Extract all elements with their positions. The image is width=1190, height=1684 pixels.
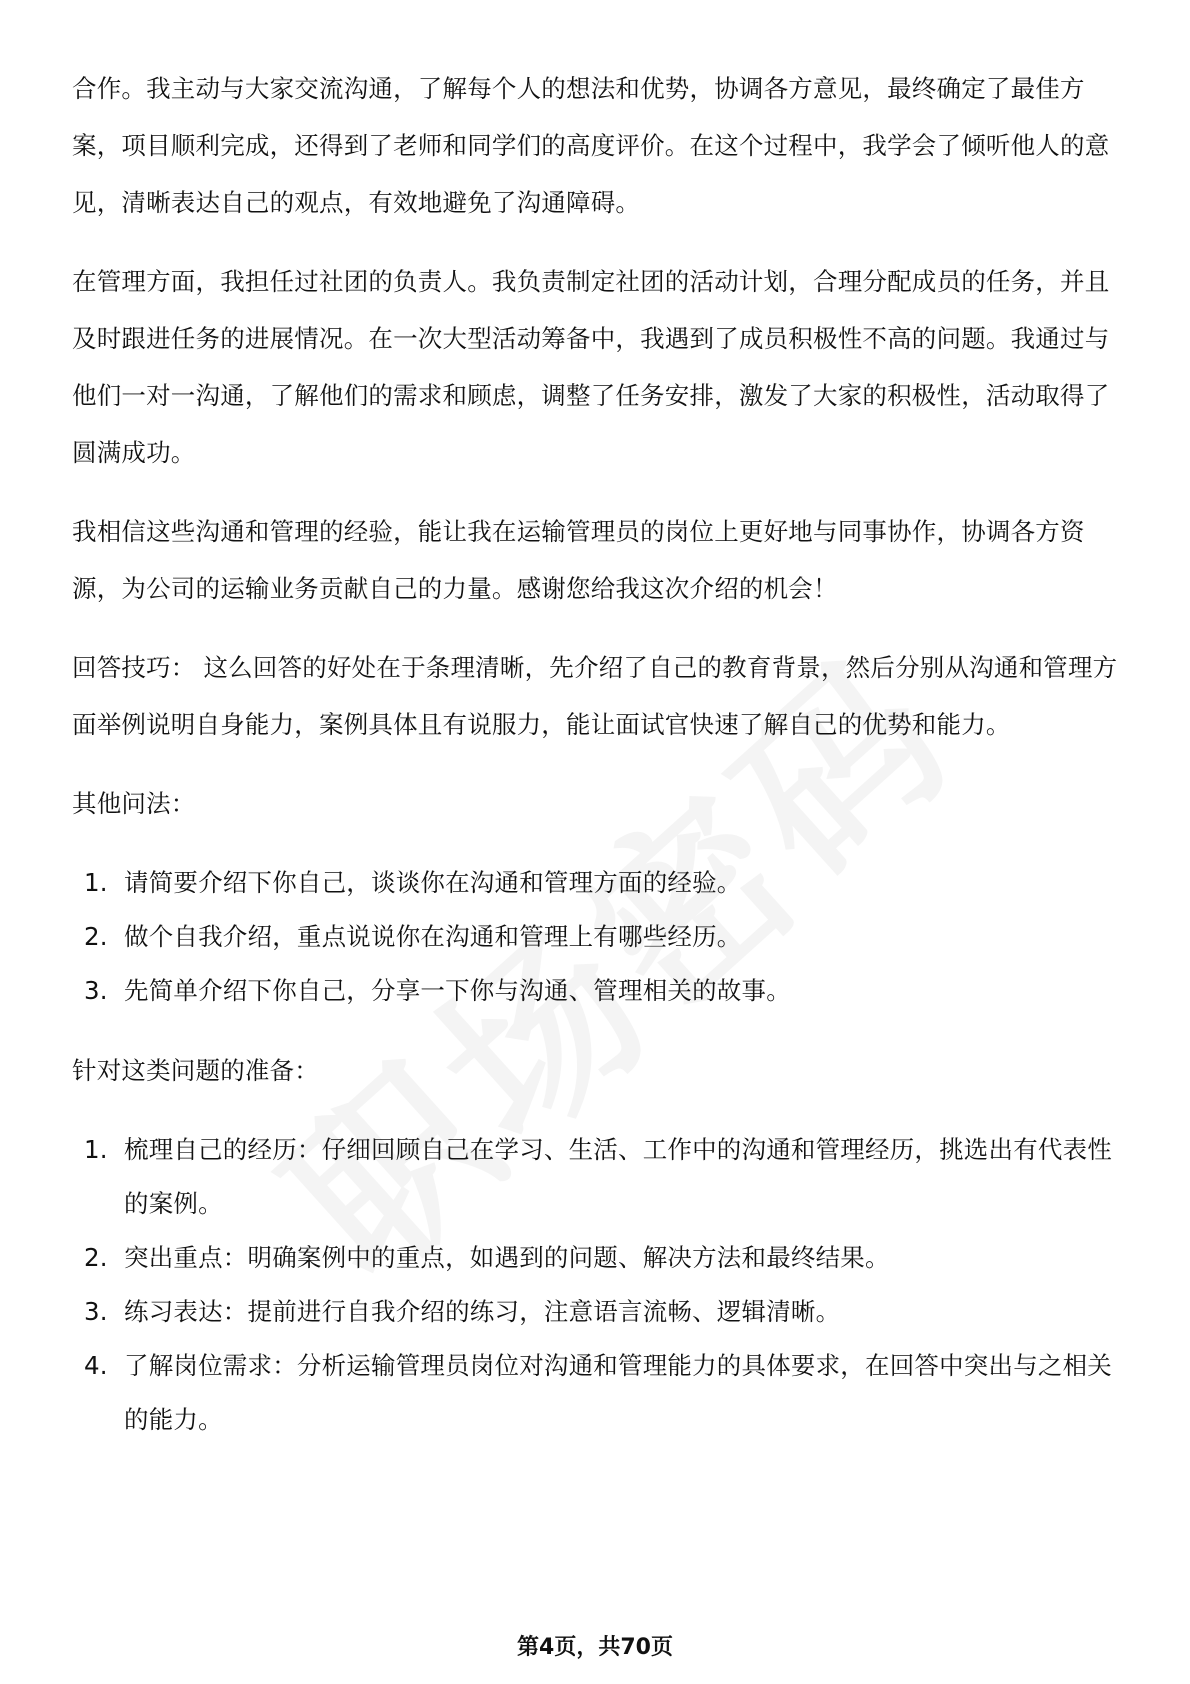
document-body	[72, 60, 1122, 1471]
list-item-text: 突出重点：明确案例中的重点，如遇到的问题、解决方法和最终结果。	[124, 1243, 890, 1272]
list-item-text: 了解岗位需求：分析运输管理员岗位对沟通和管理能力的具体要求，在回答中突出与之相关的能力。	[124, 1351, 1112, 1434]
list-item	[72, 1285, 1122, 1339]
paragraph-conclusion: 我相信这些沟通和管理的经验，能让我在运输管理员的岗位上更好地与同事协作，协调各方资源，为公司的运输业务贡献自己的力量。感谢您给我这次介绍的机会！	[72, 517, 1085, 603]
list-item-number: 1.	[84, 1135, 108, 1164]
page-number-footer: 第4页，共70页	[517, 1635, 673, 1660]
list-item-text: 先简单介绍下你自己，分享一下你与沟通、管理相关的故事。	[124, 976, 791, 1005]
list-item	[72, 856, 1122, 910]
preparation-list	[72, 1123, 1122, 1447]
other-questions-heading: 其他问法：	[72, 789, 196, 818]
list-item-text: 做个自我介绍，重点说说你在沟通和管理上有哪些经历。	[124, 922, 742, 951]
list-item	[72, 1339, 1122, 1447]
list-item-text: 请简要介绍下你自己，谈谈你在沟通和管理方面的经验。	[124, 868, 742, 897]
preparation-heading: 针对这类问题的准备：	[72, 1056, 319, 1085]
paragraph-answer-tips: 回答技巧： 这么回答的好处在于条理清晰，先介绍了自己的教育背景，然后分别从沟通和管理方面举例说明自身能力，案例具体且有说服力，能让面试官快速了解自己的优势和能力。	[72, 653, 1118, 739]
list-item	[72, 1123, 1122, 1231]
paragraph-management-example: 在管理方面，我担任过社团的负责人。我负责制定社团的活动计划，合理分配成员的任务，并且及时跟进任务的进展情况。在一次大型活动筹备中，我遇到了成员积极性不高的问题。我通过与他们一对一沟通，了解他们的需求和顾虑，调整了任务安排，激发了大家的积极性，活动取得了圆满成功。	[72, 267, 1110, 467]
list-item-number: 2.	[84, 922, 108, 951]
list-item-text: 梳理自己的经历：仔细回顾自己在学习、生活、工作中的沟通和管理经历，挑选出有代表性的案例。	[124, 1135, 1112, 1218]
list-item-number: 2.	[84, 1243, 108, 1272]
list-item-text: 练习表达：提前进行自我介绍的练习，注意语言流畅、逻辑清晰。	[124, 1297, 841, 1326]
list-item-number: 4.	[84, 1351, 108, 1380]
paragraph-communication-example: 合作。我主动与大家交流沟通，了解每个人的想法和优势，协调各方意见，最终确定了最佳方案，项目顺利完成，还得到了老师和同学们的高度评价。在这个过程中，我学会了倾听他人的意见，清晰表达自己的观点，有效地避免了沟通障碍。	[72, 74, 1110, 217]
other-questions-list	[72, 856, 1122, 1018]
list-item-number: 3.	[84, 976, 108, 1005]
list-item-number: 1.	[84, 868, 108, 897]
list-item-number: 3.	[84, 1297, 108, 1326]
list-item	[72, 964, 1122, 1018]
list-item	[72, 1231, 1122, 1285]
list-item	[72, 910, 1122, 964]
